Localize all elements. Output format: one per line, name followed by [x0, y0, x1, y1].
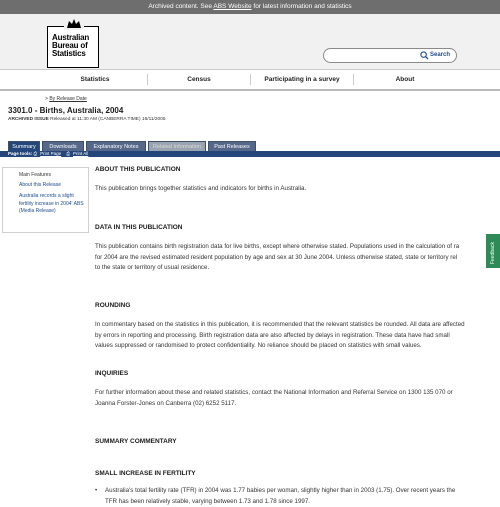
nav-divider	[147, 74, 148, 85]
logo-wordmark	[52, 34, 89, 58]
site-header	[0, 14, 500, 70]
nav-census[interactable]: Census	[150, 70, 248, 89]
bullet-line: TFR has been relatively stable, varying between 1.73 and 1.78 since 1997.	[105, 497, 495, 507]
paragraph-line: values suppressed or randomised to protect confidentiality. No reliance should be placed on statistics with small values.	[95, 341, 495, 352]
sidebar-link-about-release[interactable]: About this Release	[19, 182, 87, 190]
logo-line: Australian	[52, 34, 89, 42]
tab-related-information: Related Information	[148, 141, 206, 151]
section-heading: INQUIRIES	[95, 370, 128, 377]
breadcrumb-prefix: >	[45, 96, 49, 102]
abs-website-link[interactable]: ABS Website	[213, 3, 251, 10]
nav-divider	[353, 74, 354, 85]
search-button-label: Search	[430, 50, 450, 61]
logo-line: Bureau of	[52, 42, 89, 50]
paragraph-line: to the state or territory of usual residence.	[95, 263, 495, 274]
print-page-icon: ⎙	[34, 151, 38, 156]
search-box	[323, 48, 457, 63]
section-heading: DATA IN THIS PUBLICATION	[95, 224, 183, 231]
paragraph-line: by errors in reporting and processing. Birth registration data are also affected by delays in registration. These data have had small	[95, 331, 495, 342]
search-button[interactable]	[420, 50, 456, 61]
print-all-link[interactable]: Print All	[73, 151, 88, 156]
feedback-label: Feedback	[488, 242, 498, 264]
nav-statistics[interactable]: Statistics	[45, 70, 145, 89]
sidebar	[2, 167, 89, 233]
archived-issue-label: ARCHIVED ISSUE	[8, 117, 49, 122]
magnifier-icon	[420, 51, 429, 60]
main-nav	[0, 70, 500, 91]
tab-past-releases[interactable]: Past Releases	[208, 141, 256, 151]
paragraph: This publication brings together statistics and indicators for births in Australia.	[95, 184, 495, 195]
archive-banner	[0, 0, 500, 14]
print-page-link[interactable]: Print Page	[40, 151, 61, 156]
nav-divider	[250, 74, 251, 85]
page-tools	[8, 151, 88, 157]
section-heading: SUMMARY COMMENTARY	[95, 438, 177, 445]
page-title: 3301.0 - Births, Australia, 2004	[8, 106, 123, 115]
breadcrumb-link[interactable]: By Release Date	[49, 96, 87, 102]
nav-participating[interactable]: Participating in a survey	[253, 70, 351, 89]
bullet-line: Australia's total fertility rate (TFR) in 2004 was 1.77 babies per woman, slightly higher than in 2003 (1.75). Over recent years the	[105, 486, 495, 497]
print-all-icon: ⎙	[66, 151, 70, 156]
issue-line	[8, 117, 166, 122]
archive-banner-text-end: for latest information and statistics	[252, 3, 352, 10]
logo-line: Statistics	[52, 50, 89, 58]
page-tools-label: Page tools:	[8, 151, 32, 156]
release-text: Released at 11:30 AM (CANBERRA TIME) 16/11/2005	[49, 117, 166, 122]
archive-banner-text: Archived content. See	[148, 3, 213, 10]
breadcrumb	[45, 96, 87, 102]
bullet-marker: •	[95, 486, 495, 497]
section-heading: SMALL INCREASE IN FERTILITY	[95, 470, 196, 477]
feedback-button[interactable]	[486, 234, 500, 268]
sidebar-heading: Main Features	[19, 172, 51, 178]
paragraph-line: This publication contains birth registration data for live births, except where otherwise stated. Populations used in the calculation of ra	[95, 242, 495, 253]
abs-logo[interactable]	[47, 26, 99, 68]
paragraph-line: For further information about these and related statistics, contact the National Information and Referral Service on 1300 135 070 or	[95, 388, 495, 399]
coat-of-arms-icon	[64, 18, 84, 30]
tab-explanatory-notes[interactable]: Explanatory Notes	[86, 141, 146, 151]
sidebar-link-media-release[interactable]: Australia records a slight fertility increase in 2004' ABS (Media Release)	[19, 193, 87, 216]
section-heading: ROUNDING	[95, 302, 130, 309]
tab-summary[interactable]: Summary	[8, 141, 40, 151]
section-heading: ABOUT THIS PUBLICATION	[95, 166, 180, 173]
search-input[interactable]	[330, 50, 418, 61]
paragraph-line: Joanna Forster-Jones on Canberra (02) 6252 5117.	[95, 399, 495, 410]
paragraph-line: In commentary based on the statistics in this publication, it is recommended that the relevant statistics be rounded. All data are affected	[95, 320, 495, 331]
tab-downloads[interactable]: Downloads	[42, 141, 84, 151]
paragraph-line: for 2004 are the revised estimated resident population by age and sex at 30 June 2004. Unless otherwise stated, state or territory rel	[95, 253, 495, 264]
nav-about[interactable]: About	[356, 70, 454, 89]
